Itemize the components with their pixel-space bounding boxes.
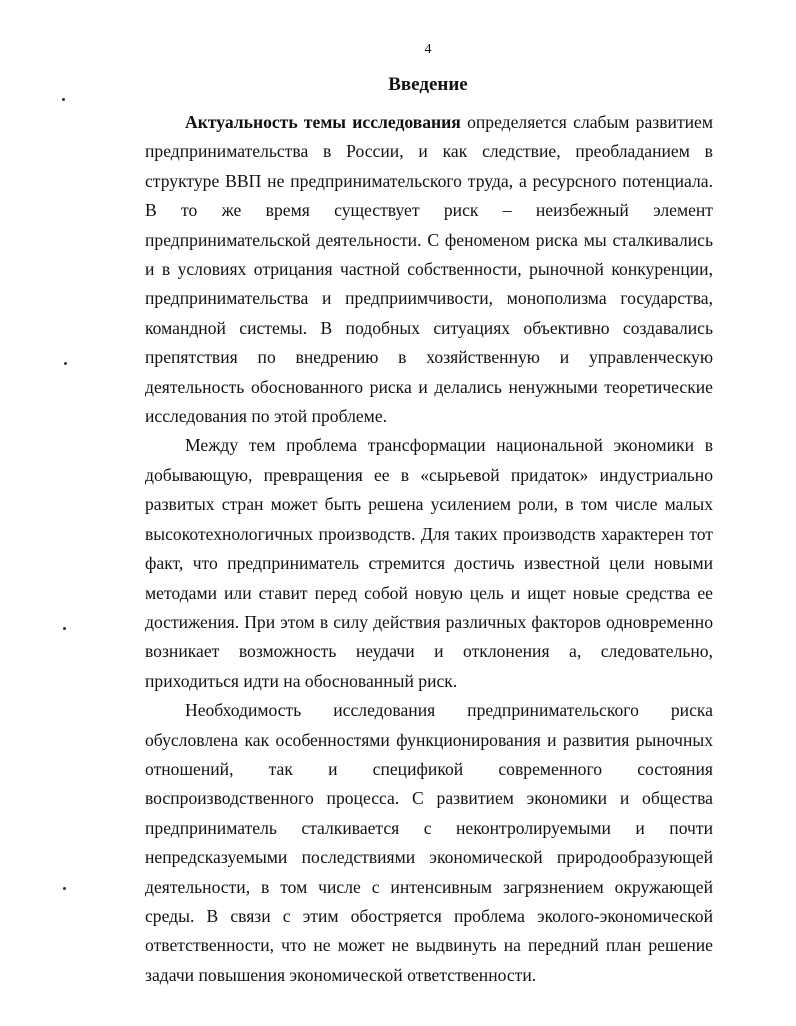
paragraph-1-text: определяется слабым развитием предпринимательства в России, и как следствие, преобладанием в структуре ВВП не предпринимательского труда, а ресурсного потенциала. В то же время существует риск – неизбежный элемент предпринимательской деятельности. С феноменом риска мы сталкивались и в условиях отрицания частной собственности, рыночной конкуренции, предпринимательства и предприимчивости, монополизма государства, командной системы. В подобных ситуациях объективно создавались препятствия по внедрению в хозяйственную и управленческую деятельность обоснованного риска и делались ненужными теоретические исследования по этой проблеме. [145,112,713,427]
paragraph-2: Между тем проблема трансформации национальной экономики в добывающую, превращения ее в «сырьевой придаток» индустриально развитых стран может быть решена усилением роли, в том числе малых высокотехнологичных производств. Для таких производств характерен тот факт, что предприниматель стремится достичь известной цели новыми методами или ставит перед собой новую цель и ищет новые средства ее достижения. При этом в силу действия различных факторов одновременно возникает возможность неудачи и отклонения а, следовательно, приходиться идти на обоснованный риск. [145,435,713,691]
scan-speck [62,98,65,101]
paragraph-1-lead: Актуальность темы исследования [185,112,461,132]
paragraph-3: Необходимость исследования предпринимательского риска обусловлена как особенностями функционирования и развития рыночных отношений, так и спецификой современного состояния воспроизводственного процесса. С развитием экономики и общества предприниматель сталкивается с неконтролируемыми и почти непредсказуемыми последствиями экономической природообразующей деятельности, в том числе с интенсивным загрязнением окружающей среды. В связи с этим обостряется проблема эколого-экономической ответственности, что не может не выдвинуть на передний план решение задачи повышения экономической ответственности. [145,700,713,985]
page-title: Введение [388,74,468,95]
scan-speck [63,627,66,630]
document-body [145,108,713,990]
scan-speck [64,362,67,365]
paragraph-1 [145,108,713,431]
scan-speck [63,887,66,890]
page-number: 4 [424,42,432,57]
